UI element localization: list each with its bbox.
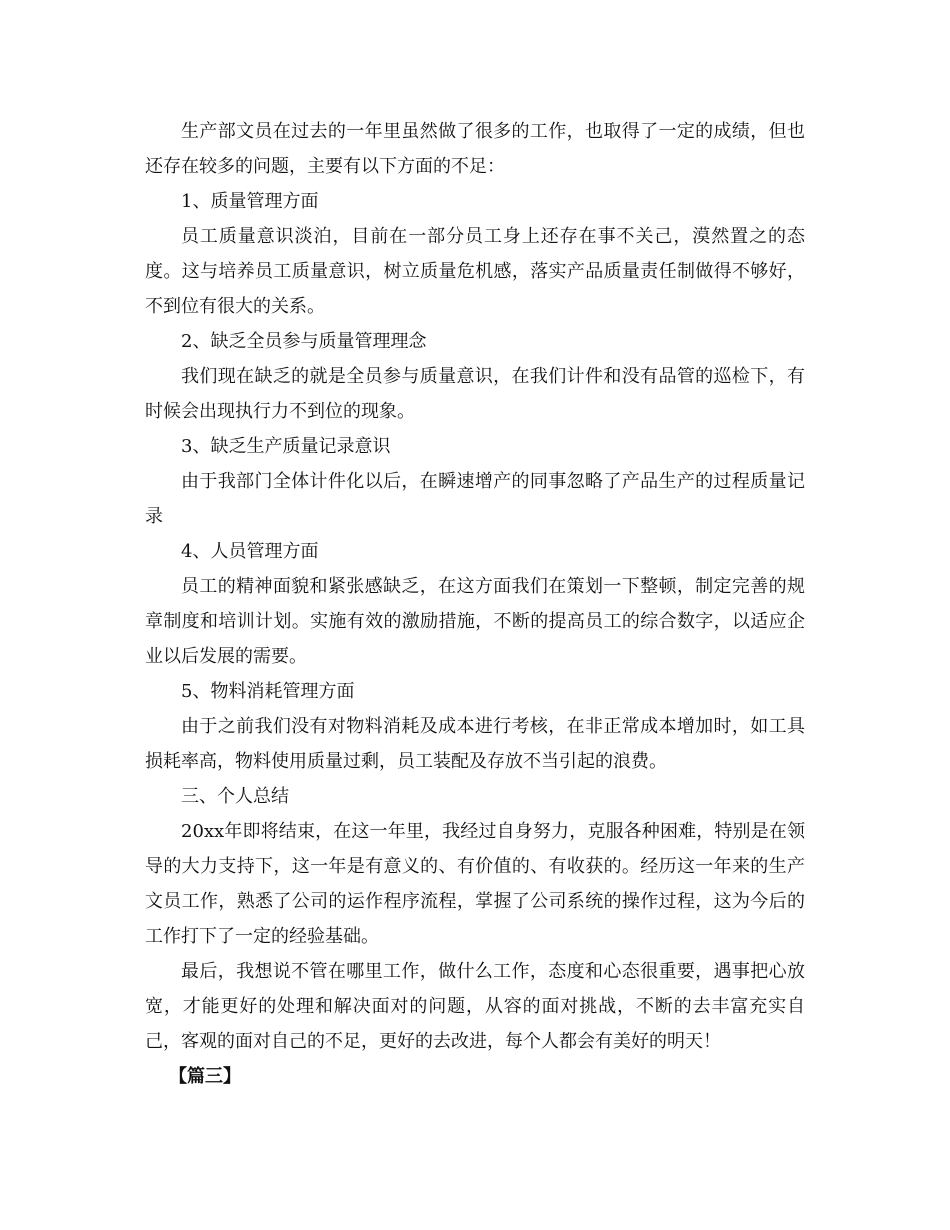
paragraph-personal-summary: 20xx年即将结束，在这一年里，我经过自身努力，克服各种困难，特别是在领导的大力支持下，这一年是有意义的、有价值的、有收获的。经历这一年来的生产文员工作，熟悉了公司的运作程序流程，掌握了公司系统的操作过程，这为今后的工作打下了一定的经验基础。	[145, 821, 805, 947]
heading-full-participation: 2、缺乏全员参与质量管理理念	[181, 331, 427, 352]
paragraph-material-consumption: 由于之前我们没有对物料消耗及成本进行考核，在非正常成本增加时，如工具损耗率高，物料使用质量过剩，员工装配及存放不当引起的浪费。	[145, 716, 805, 772]
heading-personal-summary: 三、个人总结	[181, 786, 289, 807]
paragraph-closing: 最后，我想说不管在哪里工作，做什么工作，态度和心态很重要，遇事把心放宽，才能更好的处理和解决面对的问题，从容的面对挑战，不断的去丰富充实自己，客观的面对自己的不足，更好的去改进，每个人都会有美好的明天！	[145, 961, 805, 1052]
paragraph-full-participation: 我们现在缺乏的就是全员参与质量意识，在我们计件和没有品管的巡检下，有时候会出现执行力不到位的现象。	[145, 366, 805, 422]
paragraph-personnel-management: 员工的精神面貌和紧张感缺乏，在这方面我们在策划一下整顿，制定完善的规章制度和培训计划。实施有效的激励措施，不断的提高员工的综合数字，以适应企业以后发展的需要。	[145, 576, 805, 667]
paragraph-quality-management: 员工质量意识淡泊，目前在一部分员工身上还存在事不关己，漠然置之的态度。这与培养员工质量意识，树立质量危机感，落实产品质量责任制做得不够好，不到位有很大的关系。	[145, 226, 805, 317]
section-mark-part-three: 【篇三】	[169, 1066, 241, 1087]
heading-personnel-management: 4、人员管理方面	[181, 541, 319, 562]
heading-quality-management: 1、质量管理方面	[181, 191, 319, 212]
heading-quality-records: 3、缺乏生产质量记录意识	[181, 436, 391, 457]
intro-paragraph: 生产部文员在过去的一年里虽然做了很多的工作，也取得了一定的成绩，但也还存在较多的问题，主要有以下方面的不足：	[145, 121, 805, 177]
document-body	[145, 114, 805, 1094]
heading-material-consumption: 5、物料消耗管理方面	[181, 681, 355, 702]
paragraph-quality-records: 由于我部门全体计件化以后，在瞬速增产的同事忽略了产品生产的过程质量记录	[145, 471, 805, 527]
